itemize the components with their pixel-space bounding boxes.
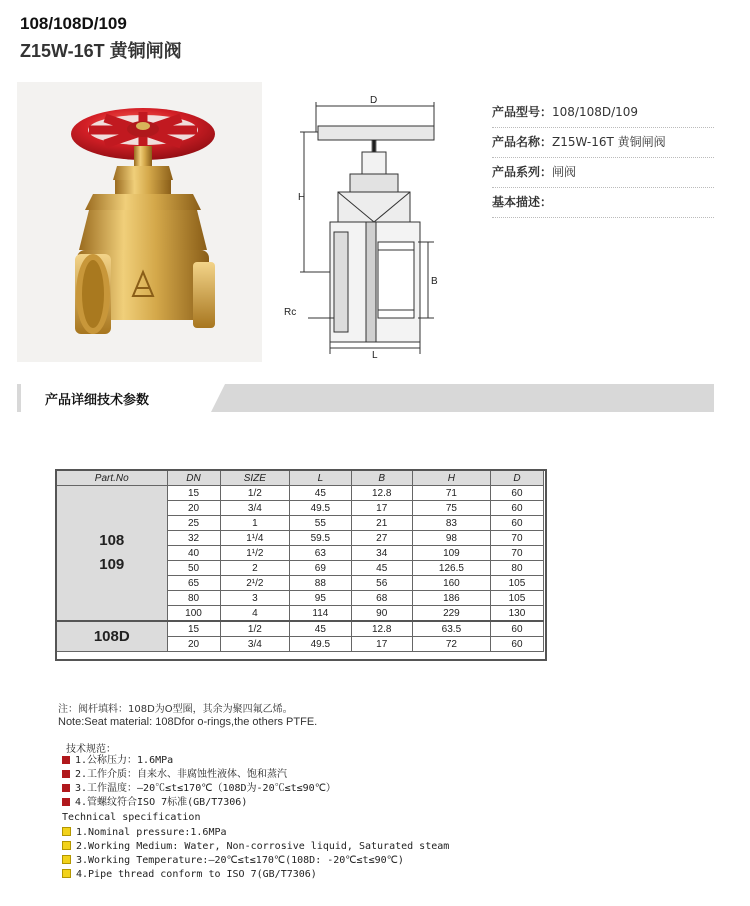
table-cell: 27	[351, 531, 412, 546]
table-cell: 160	[412, 576, 490, 591]
spec-cn-item: 4.管螺纹符合ISO 7标准(GB/T7306)	[62, 796, 247, 810]
table-cell: 68	[351, 591, 412, 606]
table-cell: 98	[412, 531, 490, 546]
table-cell: 105	[490, 591, 543, 606]
table-cell: 45	[351, 561, 412, 576]
table-cell: 80	[167, 591, 220, 606]
section-tab	[21, 384, 211, 412]
col-header: H	[412, 471, 490, 486]
table-cell: 15	[167, 486, 220, 501]
table-cell: 1¹/4	[220, 531, 290, 546]
table-cell: 50	[167, 561, 220, 576]
table-cell: 100	[167, 606, 220, 622]
bullet-yellow-icon	[62, 827, 71, 836]
dim-label-h: H	[298, 192, 306, 203]
table-cell: 90	[351, 606, 412, 622]
table-cell: 55	[290, 516, 351, 531]
product-photo	[17, 82, 262, 362]
table-cell: 114	[290, 606, 351, 622]
table-cell: 56	[351, 576, 412, 591]
table-cell: 32	[167, 531, 220, 546]
col-header: D	[490, 471, 543, 486]
spec-cn-item: 1.公称压力：1.6MPa	[62, 754, 173, 768]
table-cell: 49.5	[290, 637, 351, 652]
table-cell: 60	[490, 516, 543, 531]
part-number-cell: 108D	[57, 621, 168, 652]
table-cell: 34	[351, 546, 412, 561]
spec-cn-item: 2.工作介质：自来水、非腐蚀性液体、饱和蒸汽	[62, 768, 287, 782]
table-cell: 25	[167, 516, 220, 531]
table-cell: 65	[167, 576, 220, 591]
table-cell: 60	[490, 486, 543, 501]
table-cell: 63	[290, 546, 351, 561]
table-cell: 3/4	[220, 501, 290, 516]
table-cell: 75	[412, 501, 490, 516]
table-row	[57, 621, 544, 637]
spec-cn-heading: 技术规范：	[66, 744, 116, 755]
table-cell: 40	[167, 546, 220, 561]
table-row	[57, 486, 544, 501]
model-title: 108/108D/109	[20, 14, 127, 33]
table-cell: 49.5	[290, 501, 351, 516]
table-cell: 2¹/2	[220, 576, 290, 591]
table-cell: 126.5	[412, 561, 490, 576]
table-cell: 4	[220, 606, 290, 622]
gate-valve-image	[17, 82, 262, 362]
table-cell: 70	[490, 531, 543, 546]
table-cell: 3/4	[220, 637, 290, 652]
table-cell: 80	[490, 561, 543, 576]
product-info	[492, 98, 714, 218]
section-header-bar	[17, 384, 714, 412]
table-header-row	[57, 471, 544, 486]
spec-en-item: 1.Nominal pressure:1.6MPa	[62, 826, 227, 840]
bullet-red-icon	[62, 756, 70, 764]
info-model: 产品型号：108/108D/109	[492, 98, 714, 128]
table-cell: 1/2	[220, 621, 290, 637]
technical-drawing	[278, 92, 464, 360]
spec-table	[56, 470, 544, 652]
table-cell: 60	[490, 621, 543, 637]
table-cell: 3	[220, 591, 290, 606]
table-cell: 130	[490, 606, 543, 622]
spec-en-item: 3.Working Temperature:—20℃≤t≤170℃(108D: -20℃≤t≤90℃)	[62, 854, 404, 868]
table-cell: 83	[412, 516, 490, 531]
bullet-red-icon	[62, 770, 70, 778]
table-cell: 17	[351, 637, 412, 652]
info-series: 产品系列：闸阀	[492, 158, 714, 188]
table-cell: 2	[220, 561, 290, 576]
table-cell: 1	[220, 516, 290, 531]
note-cn: 注：阀杆填料：108D为O型圈，其余为聚四氟乙烯。	[58, 704, 293, 715]
table-cell: 1/2	[220, 486, 290, 501]
table-cell: 60	[490, 501, 543, 516]
info-name: 产品名称：Z15W-16T 黄铜闸阀	[492, 128, 714, 158]
bullet-yellow-icon	[62, 841, 71, 850]
table-cell: 105	[490, 576, 543, 591]
table-cell: 109	[412, 546, 490, 561]
table-cell: 12.8	[351, 621, 412, 637]
table-cell: 69	[290, 561, 351, 576]
spec-en-item: 4.Pipe thread conform to ISO 7(GB/T7306)	[62, 868, 317, 882]
table-cell: 45	[290, 621, 351, 637]
table-cell: 60	[490, 637, 543, 652]
table-cell: 21	[351, 516, 412, 531]
bullet-yellow-icon	[62, 869, 71, 878]
spec-en-item: 2.Working Medium: Water, Non-corrosive liquid, Saturated steam	[62, 840, 449, 854]
bullet-red-icon	[62, 798, 70, 806]
table-cell: 72	[412, 637, 490, 652]
dim-label-l: L	[372, 350, 378, 360]
dim-label-rc: Rc	[284, 307, 297, 318]
table-cell: 17	[351, 501, 412, 516]
table-cell: 45	[290, 486, 351, 501]
spec-en-heading: Technical specification	[62, 812, 201, 823]
table-cell: 12.8	[351, 486, 412, 501]
col-header: SIZE	[220, 471, 290, 486]
note-en: Note:Seat material: 108Dfor o-rings,the others PTFE.	[58, 716, 318, 728]
table-cell: 1¹/2	[220, 546, 290, 561]
col-header: DN	[167, 471, 220, 486]
table-cell: 59.5	[290, 531, 351, 546]
dim-label-b: B	[431, 276, 438, 287]
section-title: 产品详细技术参数	[45, 393, 150, 408]
table-cell: 229	[412, 606, 490, 622]
table-cell: 15	[167, 621, 220, 637]
col-header: Part.No	[57, 471, 168, 486]
table-cell: 20	[167, 501, 220, 516]
table-cell: 88	[290, 576, 351, 591]
info-description: 基本描述：	[492, 188, 714, 218]
table-cell: 95	[290, 591, 351, 606]
table-cell: 20	[167, 637, 220, 652]
part-number-cell: 108 109	[57, 486, 168, 622]
table-cell: 63.5	[412, 621, 490, 637]
table-cell: 186	[412, 591, 490, 606]
col-header: L	[290, 471, 351, 486]
table-cell: 71	[412, 486, 490, 501]
product-title: Z15W-16T 黄铜闸阀	[20, 41, 182, 61]
dim-label-d: D	[370, 95, 378, 106]
col-header: B	[351, 471, 412, 486]
bullet-yellow-icon	[62, 855, 71, 864]
bullet-red-icon	[62, 784, 70, 792]
table-cell: 70	[490, 546, 543, 561]
spec-cn-item: 3.工作温度：—20℃≤t≤170℃（108D为-20℃≤t≤90℃）	[62, 782, 336, 796]
